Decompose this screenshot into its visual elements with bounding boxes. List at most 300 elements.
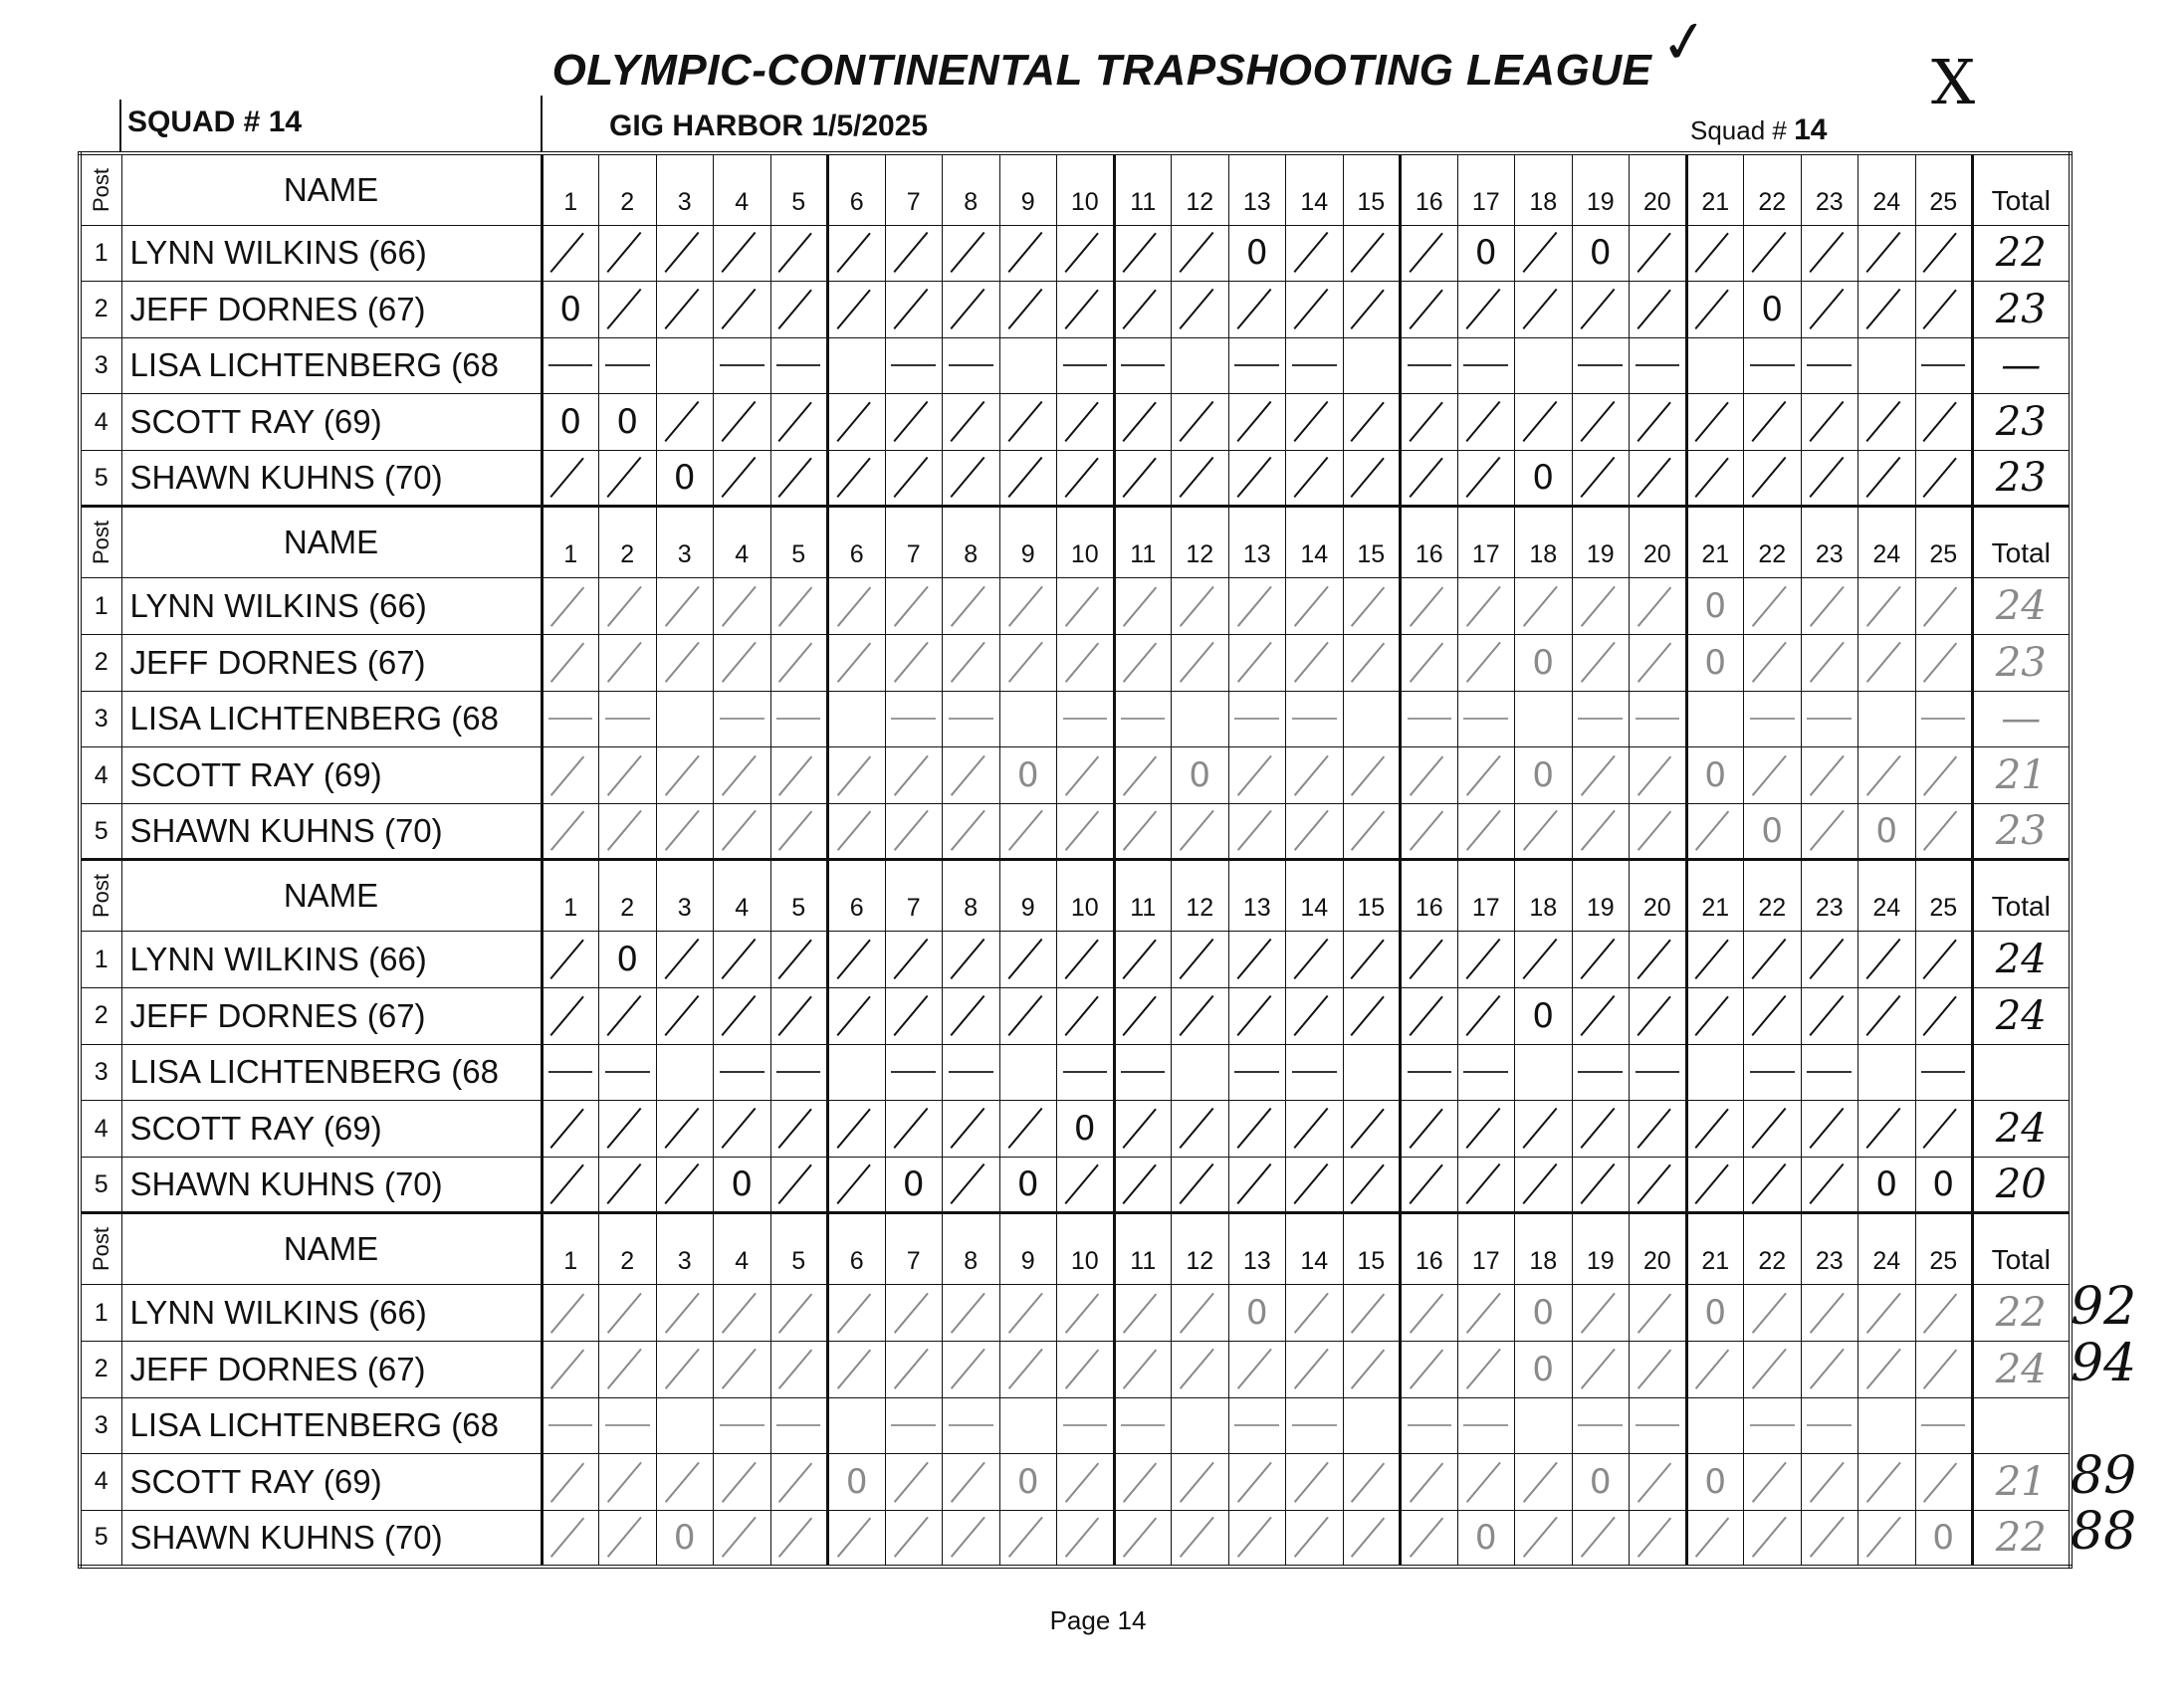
- target-number-header: 22: [1744, 860, 1802, 932]
- shooter-name: SCOTT RAY (69): [121, 1101, 542, 1158]
- target-number-header: 23: [1801, 153, 1858, 225]
- hit-target-mark: [1286, 225, 1344, 282]
- target-number-header: 2: [599, 153, 657, 225]
- target-number-header: 13: [1228, 507, 1286, 578]
- hit-target-mark: [1228, 282, 1286, 338]
- hit-target-mark: [1630, 635, 1687, 692]
- empty-score-cell: [828, 1044, 886, 1101]
- scratch-dash-mark: [1286, 1044, 1344, 1101]
- hit-target-mark: [885, 1454, 943, 1511]
- scratch-dash-mark: [1228, 1044, 1286, 1101]
- hit-target-mark: [656, 225, 714, 282]
- hit-target-mark: [885, 1342, 943, 1398]
- round-total: [1973, 1397, 2071, 1454]
- hit-target-mark: [885, 225, 943, 282]
- hit-target-mark: [1114, 803, 1172, 860]
- empty-score-cell: [1172, 691, 1229, 747]
- hit-target-mark: [1630, 747, 1687, 804]
- lost-target-mark: 0: [714, 1157, 771, 1213]
- hit-target-mark: [1228, 747, 1286, 804]
- hit-target-mark: [1744, 1157, 1802, 1213]
- hit-target-mark: [999, 1342, 1057, 1398]
- hit-target-mark: [1572, 988, 1630, 1045]
- scratch-dash-mark: [1457, 691, 1515, 747]
- empty-score-cell: [999, 337, 1057, 394]
- target-number-header: 2: [599, 860, 657, 932]
- hit-target-mark: [656, 282, 714, 338]
- hit-target-mark: [1401, 1342, 1458, 1398]
- hit-target-mark: [1114, 225, 1172, 282]
- hit-target-mark: [1744, 932, 1802, 988]
- scratch-dash-mark: [1630, 337, 1687, 394]
- hit-target-mark: [599, 450, 657, 507]
- scratch-dash-mark: [1228, 337, 1286, 394]
- post-number: 2: [80, 988, 121, 1045]
- hit-target-mark: [1572, 450, 1630, 507]
- scratch-dash-mark: [943, 1044, 1000, 1101]
- hit-target-mark: [1915, 1342, 1973, 1398]
- hit-target-mark: [542, 1101, 599, 1158]
- lost-target-mark: 0: [1515, 747, 1573, 804]
- scratch-dash-mark: [1744, 1397, 1802, 1454]
- empty-score-cell: [999, 1044, 1057, 1101]
- hit-target-mark: [828, 578, 886, 635]
- scratch-dash-mark: [1744, 337, 1802, 394]
- hit-target-mark: [770, 1342, 828, 1398]
- hit-target-mark: [542, 635, 599, 692]
- hit-target-mark: [1457, 932, 1515, 988]
- scratch-dash-mark: [714, 1397, 771, 1454]
- target-number-header: 24: [1858, 507, 1916, 578]
- hit-target-mark: [1057, 988, 1115, 1045]
- lost-target-mark: 0: [656, 450, 714, 507]
- hit-target-mark: [1057, 747, 1115, 804]
- lost-target-mark: 0: [1228, 225, 1286, 282]
- target-number-header: 10: [1057, 507, 1115, 578]
- hit-target-mark: [1286, 1454, 1344, 1511]
- total-header: Total: [1973, 860, 2071, 932]
- hit-target-mark: [1172, 1101, 1229, 1158]
- target-number-header: 18: [1515, 153, 1573, 225]
- hit-target-mark: [1801, 1454, 1858, 1511]
- hit-target-mark: [828, 282, 886, 338]
- empty-score-cell: [1343, 1397, 1401, 1454]
- round-total: 24: [1973, 988, 2071, 1045]
- hit-target-mark: [1686, 1342, 1744, 1398]
- hit-target-mark: [1114, 394, 1172, 451]
- hit-target-mark: [1343, 394, 1401, 451]
- hit-target-mark: [1228, 1342, 1286, 1398]
- hit-target-mark: [770, 932, 828, 988]
- scratch-dash-mark: [599, 1397, 657, 1454]
- hit-target-mark: [1401, 394, 1458, 451]
- hit-target-mark: [1401, 988, 1458, 1045]
- shooter-row: [80, 282, 2071, 338]
- hit-target-mark: [1572, 282, 1630, 338]
- hit-target-mark: [1744, 1454, 1802, 1511]
- hit-target-mark: [656, 1157, 714, 1213]
- hit-target-mark: [999, 1510, 1057, 1567]
- post-number: 3: [80, 691, 121, 747]
- hit-target-mark: [1801, 803, 1858, 860]
- scratch-dash-mark: [1286, 691, 1344, 747]
- hit-target-mark: [828, 450, 886, 507]
- target-number-header: 24: [1858, 153, 1916, 225]
- target-number-header: 23: [1801, 507, 1858, 578]
- hit-target-mark: [1801, 578, 1858, 635]
- hit-target-mark: [885, 932, 943, 988]
- target-number-header: 3: [656, 860, 714, 932]
- hit-target-mark: [1401, 803, 1458, 860]
- shooter-name: JEFF DORNES (67): [121, 1342, 542, 1398]
- hit-target-mark: [1343, 635, 1401, 692]
- target-number-header: 22: [1744, 507, 1802, 578]
- name-header: NAME: [121, 507, 542, 578]
- hit-target-mark: [943, 394, 1000, 451]
- target-number-header: 16: [1401, 860, 1458, 932]
- target-number-header: 22: [1744, 153, 1802, 225]
- target-number-header: 3: [656, 507, 714, 578]
- lost-target-mark: 0: [1457, 225, 1515, 282]
- hit-target-mark: [1744, 1510, 1802, 1567]
- hit-target-mark: [1343, 1510, 1401, 1567]
- hit-target-mark: [1686, 450, 1744, 507]
- target-number-header: 6: [828, 1213, 886, 1285]
- scratch-dash-mark: [1801, 337, 1858, 394]
- scratch-dash-mark: [885, 1397, 943, 1454]
- scratch-dash-mark: [1744, 691, 1802, 747]
- scratch-dash-mark: [1915, 337, 1973, 394]
- empty-score-cell: [1858, 1397, 1916, 1454]
- hit-target-mark: [1630, 578, 1687, 635]
- target-number-header: 14: [1286, 153, 1344, 225]
- hit-target-mark: [1343, 1101, 1401, 1158]
- target-number-header: 11: [1114, 153, 1172, 225]
- shooter-row: [80, 932, 2071, 988]
- hit-target-mark: [1228, 932, 1286, 988]
- hit-target-mark: [1114, 578, 1172, 635]
- target-number-header: 7: [885, 1213, 943, 1285]
- hit-target-mark: [1915, 1285, 1973, 1342]
- lost-target-mark: 0: [1515, 988, 1573, 1045]
- hit-target-mark: [770, 1157, 828, 1213]
- target-number-header: 14: [1286, 1213, 1344, 1285]
- hit-target-mark: [542, 1342, 599, 1398]
- shooter-row: [80, 225, 2071, 282]
- hit-target-mark: [714, 988, 771, 1045]
- hit-target-mark: [1057, 803, 1115, 860]
- shooter-row: [80, 578, 2071, 635]
- hit-target-mark: [1515, 803, 1573, 860]
- post-number: 5: [80, 803, 121, 860]
- hit-target-mark: [1630, 988, 1687, 1045]
- hit-target-mark: [1915, 932, 1973, 988]
- hit-target-mark: [542, 747, 599, 804]
- target-number-header: 16: [1401, 507, 1458, 578]
- hit-target-mark: [1858, 282, 1916, 338]
- hit-target-mark: [1801, 988, 1858, 1045]
- hit-target-mark: [943, 1454, 1000, 1511]
- post-header-label: Post: [88, 167, 113, 212]
- target-number-header: 14: [1286, 860, 1344, 932]
- target-number-header: 7: [885, 507, 943, 578]
- target-number-header: 1: [542, 1213, 599, 1285]
- round-total: 24: [1973, 578, 2071, 635]
- hit-target-mark: [1572, 747, 1630, 804]
- hit-target-mark: [1858, 578, 1916, 635]
- empty-score-cell: [1686, 1397, 1744, 1454]
- round-total: 23: [1973, 282, 2071, 338]
- target-number-header: 4: [714, 507, 771, 578]
- hit-target-mark: [885, 1285, 943, 1342]
- scratch-dash-mark: [943, 691, 1000, 747]
- shooter-name: SCOTT RAY (69): [121, 1454, 542, 1511]
- target-number-header: 5: [770, 860, 828, 932]
- hit-target-mark: [714, 1285, 771, 1342]
- hit-target-mark: [1286, 450, 1344, 507]
- empty-score-cell: [656, 691, 714, 747]
- scratch-dash-mark: [770, 337, 828, 394]
- hit-target-mark: [943, 1157, 1000, 1213]
- hit-target-mark: [1057, 1157, 1115, 1213]
- hit-target-mark: [1686, 394, 1744, 451]
- hit-target-mark: [885, 394, 943, 451]
- shooter-row: [80, 1285, 2071, 1342]
- scratch-dash-mark: [1114, 691, 1172, 747]
- hit-target-mark: [1630, 282, 1687, 338]
- lost-target-mark: 0: [599, 394, 657, 451]
- post-header: [80, 507, 121, 578]
- squad-number-right: [1690, 113, 1827, 147]
- target-number-header: 19: [1572, 507, 1630, 578]
- hit-target-mark: [1801, 635, 1858, 692]
- hit-target-mark: [1343, 282, 1401, 338]
- lost-target-mark: 0: [1744, 803, 1802, 860]
- hit-target-mark: [1744, 578, 1802, 635]
- header-left-rule: [119, 100, 121, 151]
- hit-target-mark: [1744, 747, 1802, 804]
- hit-target-mark: [1114, 635, 1172, 692]
- hit-target-mark: [1572, 1342, 1630, 1398]
- hit-target-mark: [1343, 450, 1401, 507]
- scorecard-table: [78, 151, 2073, 1569]
- target-number-header: 20: [1630, 153, 1687, 225]
- hit-target-mark: [1172, 1157, 1229, 1213]
- hit-target-mark: [770, 394, 828, 451]
- hit-target-mark: [1228, 450, 1286, 507]
- hit-target-mark: [943, 450, 1000, 507]
- scratch-dash-mark: [1572, 1397, 1630, 1454]
- round-total: 23: [1973, 803, 2071, 860]
- hit-target-mark: [1686, 282, 1744, 338]
- hit-target-mark: [1286, 747, 1344, 804]
- hit-target-mark: [1915, 635, 1973, 692]
- hit-target-mark: [1858, 988, 1916, 1045]
- scratch-dash-mark: [885, 1044, 943, 1101]
- round-total: —: [1973, 337, 2071, 394]
- squad-label: SQUAD # 14: [127, 106, 303, 138]
- target-number-header: 5: [770, 153, 828, 225]
- hit-target-mark: [1114, 1157, 1172, 1213]
- hit-target-mark: [1630, 803, 1687, 860]
- scratch-dash-mark: [943, 337, 1000, 394]
- lost-target-mark: 0: [1172, 747, 1229, 804]
- post-number: 1: [80, 1285, 121, 1342]
- hit-target-mark: [1286, 803, 1344, 860]
- hit-target-mark: [656, 747, 714, 804]
- hit-target-mark: [1286, 988, 1344, 1045]
- hit-target-mark: [770, 450, 828, 507]
- name-header: NAME: [121, 1213, 542, 1285]
- empty-score-cell: [999, 691, 1057, 747]
- scratch-dash-mark: [770, 1397, 828, 1454]
- hit-target-mark: [1114, 988, 1172, 1045]
- hit-target-mark: [1630, 450, 1687, 507]
- round-total: 23: [1973, 450, 2071, 507]
- hit-target-mark: [1343, 803, 1401, 860]
- hit-target-mark: [1630, 1101, 1687, 1158]
- hit-target-mark: [1343, 1342, 1401, 1398]
- lost-target-mark: 0: [1858, 803, 1916, 860]
- shooter-row: [80, 1454, 2071, 1511]
- post-header: [80, 860, 121, 932]
- hit-target-mark: [1915, 1101, 1973, 1158]
- post-number: 4: [80, 1101, 121, 1158]
- scratch-dash-mark: [1801, 1044, 1858, 1101]
- hit-target-mark: [1228, 578, 1286, 635]
- shooter-name: LYNN WILKINS (66): [121, 225, 542, 282]
- shooter-name: SHAWN KUHNS (70): [121, 450, 542, 507]
- scratch-dash-mark: [542, 1044, 599, 1101]
- hit-target-mark: [828, 225, 886, 282]
- hit-target-mark: [542, 1454, 599, 1511]
- grand-total-value: 94: [2071, 1333, 2137, 1393]
- target-number-header: 6: [828, 860, 886, 932]
- hit-target-mark: [1457, 988, 1515, 1045]
- hit-target-mark: [1801, 1342, 1858, 1398]
- round-total: [1973, 1044, 2071, 1101]
- hit-target-mark: [770, 1454, 828, 1511]
- target-number-header: 23: [1801, 860, 1858, 932]
- scratch-dash-mark: [542, 337, 599, 394]
- hit-target-mark: [828, 1157, 886, 1213]
- target-number-header: 20: [1630, 860, 1687, 932]
- target-number-header: 12: [1172, 1213, 1229, 1285]
- hit-target-mark: [599, 1342, 657, 1398]
- scratch-dash-mark: [885, 691, 943, 747]
- lost-target-mark: 0: [1744, 282, 1802, 338]
- target-number-header: 18: [1515, 507, 1573, 578]
- target-number-header: 25: [1915, 507, 1973, 578]
- target-number-header: 2: [599, 1213, 657, 1285]
- target-number-header: 11: [1114, 1213, 1172, 1285]
- hit-target-mark: [1858, 932, 1916, 988]
- hit-target-mark: [714, 450, 771, 507]
- hit-target-mark: [1515, 578, 1573, 635]
- lost-target-mark: 0: [1915, 1510, 1973, 1567]
- target-number-header: 1: [542, 860, 599, 932]
- hit-target-mark: [1343, 988, 1401, 1045]
- post-number: 3: [80, 337, 121, 394]
- target-number-header: 15: [1343, 507, 1401, 578]
- hit-target-mark: [656, 988, 714, 1045]
- hit-target-mark: [943, 747, 1000, 804]
- hit-target-mark: [1457, 803, 1515, 860]
- hit-target-mark: [828, 635, 886, 692]
- shooter-row: [80, 450, 2071, 507]
- shooter-name: LYNN WILKINS (66): [121, 578, 542, 635]
- shooter-row: [80, 337, 2071, 394]
- post-header-label: Post: [88, 1227, 113, 1272]
- post-number: 4: [80, 747, 121, 804]
- grand-total-value: 89: [2071, 1445, 2137, 1506]
- empty-score-cell: [1515, 1044, 1573, 1101]
- hit-target-mark: [999, 803, 1057, 860]
- scratch-dash-mark: [1630, 1044, 1687, 1101]
- round-total: 20: [1973, 1157, 2071, 1213]
- hit-target-mark: [1401, 1101, 1458, 1158]
- target-number-header: 8: [943, 507, 1000, 578]
- hit-target-mark: [1057, 1454, 1115, 1511]
- target-number-header: 8: [943, 1213, 1000, 1285]
- target-number-header: 21: [1686, 860, 1744, 932]
- round-total: 23: [1973, 394, 2071, 451]
- hit-target-mark: [943, 988, 1000, 1045]
- hit-target-mark: [1401, 1285, 1458, 1342]
- shooter-name: LYNN WILKINS (66): [121, 1285, 542, 1342]
- hit-target-mark: [999, 988, 1057, 1045]
- hit-target-mark: [1172, 1454, 1229, 1511]
- target-number-header: 20: [1630, 1213, 1687, 1285]
- scratch-dash-mark: [1401, 1044, 1458, 1101]
- lost-target-mark: 0: [999, 1454, 1057, 1511]
- post-number: 1: [80, 932, 121, 988]
- hit-target-mark: [1744, 1285, 1802, 1342]
- scratch-dash-mark: [714, 337, 771, 394]
- hit-target-mark: [999, 394, 1057, 451]
- target-number-header: 3: [656, 1213, 714, 1285]
- hit-target-mark: [1858, 747, 1916, 804]
- hit-target-mark: [1172, 394, 1229, 451]
- hit-target-mark: [1057, 1285, 1115, 1342]
- hit-target-mark: [999, 450, 1057, 507]
- target-number-header: 12: [1172, 153, 1229, 225]
- scratch-dash-mark: [1744, 1044, 1802, 1101]
- hit-target-mark: [599, 1285, 657, 1342]
- hit-target-mark: [1801, 1101, 1858, 1158]
- empty-score-cell: [656, 337, 714, 394]
- hit-target-mark: [1401, 932, 1458, 988]
- hit-target-mark: [1401, 225, 1458, 282]
- hit-target-mark: [714, 225, 771, 282]
- scratch-dash-mark: [1057, 337, 1115, 394]
- shooter-name: JEFF DORNES (67): [121, 988, 542, 1045]
- post-header: [80, 1213, 121, 1285]
- hit-target-mark: [1228, 803, 1286, 860]
- target-number-header: 14: [1286, 507, 1344, 578]
- round-total: 24: [1973, 1101, 2071, 1158]
- target-number-header: 12: [1172, 507, 1229, 578]
- hit-target-mark: [999, 932, 1057, 988]
- block-header-row: [80, 507, 2071, 578]
- hit-target-mark: [1172, 1285, 1229, 1342]
- hit-target-mark: [885, 1101, 943, 1158]
- shooter-name: JEFF DORNES (67): [121, 635, 542, 692]
- grand-total-value: 92: [2071, 1277, 2137, 1337]
- hit-target-mark: [656, 932, 714, 988]
- hit-target-mark: [943, 578, 1000, 635]
- empty-score-cell: [1343, 691, 1401, 747]
